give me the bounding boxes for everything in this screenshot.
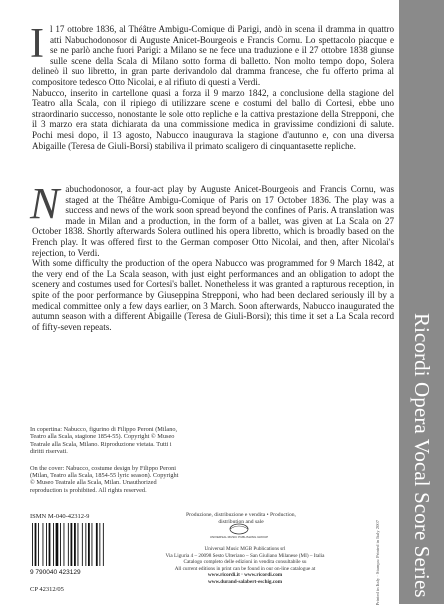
distributor-info: [145, 546, 345, 586]
english-paragraph-1: Nabuchodonosor, a four-act play by Auguste Anicet-Bourgeois and Francis Cornu, was staged at the Théâtre Ambigu-Comique of Paris on 17 October 1836. The play was a success and news of the work soon spread beyond the confines of Paris. A translation was made in Milan and a production, in the form of a ballet, was given at La Scala on 27 October 1838. Shortly afterwards Solera outlined his opera libretto, which is broadly based on the French play. It was offered first to the German composer Otto Nicolai, and then, after Nicolai's rejection, to Verdi.: [30, 179, 394, 258]
barcode-bar: [53, 523, 54, 566]
barcode-bar: [74, 523, 76, 566]
barcode-bar: [82, 523, 83, 566]
barcode-digits: 9 790040 423129: [30, 569, 81, 576]
barcode-bar: [88, 523, 90, 566]
distributor-line: Via Liguria 4 – 20098 Sesto Ulteriano – San Giuliano Milanese (MI) – Italia: [165, 552, 325, 559]
english-paragraph-2: With some difficulty the production of the opera Nabucco was programmed for 9 March 1842, at the very end of the La Scala season, with just eight performances and an obligation to adopt the scenery and costumes used for Cortesi's ballet. Nonetheless it was granted a rapturous reception, in spite of the poor performance by Giuseppina Strepponi, who had been declared seriously ill by a medical committee only a few days earlier, on 3 March. Soon afterwards, Nabucco inaugurated the autumn season with a different Abigaille (Teresa de Giuli-Borsi); this time it set a La Scala record of fifty-seven repeats.: [32, 258, 394, 332]
english-text: [30, 179, 394, 332]
italian-dropcap: I: [30, 21, 44, 67]
barcode-bar: [96, 523, 98, 566]
barcode-bar: [68, 523, 69, 566]
svg-text:UNIVERSAL MUSIC PUBLISHING GRO: UNIVERSAL MUSIC PUBLISHING GROUP: [209, 535, 269, 539]
barcode-bar: [46, 523, 47, 566]
distributor-line: Universal Music MGB Publications srl: [204, 546, 286, 552]
barcode: [30, 523, 110, 575]
english-dropcap: N: [30, 179, 60, 228]
italian-text: [30, 21, 394, 151]
series-title: Ricordi Opera Vocal Score Series: [410, 313, 434, 598]
production-line: Produzione, distribuzione e vendita • Production, distribution and sale: [186, 512, 296, 525]
barcode-bar: [71, 523, 73, 566]
italian-paragraph-2: Nabucco, inserito in cartellone quasi a forza il 9 marzo 1842, a conclusione della stagione del Teatro alla Scala, con il ripiego di utilizzare scene e costumi del ballo di Cortesi, ebbe uno straordinario successo, nonostante le sole otto repliche e la cattiva prestazione della Strepponi, che il 3 marzo era stata dichiarata da una commissione medica in gravissime condizioni di salute. Pochi mesi dopo, il 13 agosto, Nabucco inaugurava la stagione d'autunno e, con una diversa Abigaille (Teresa de Giuli-Borsi) stabiliva il primato scaligero di cinquantasette repliche.: [32, 87, 394, 151]
cover-credits: [30, 426, 180, 503]
italian-paragraph-1: Il 17 ottobre 1836, al Théâtre Ambigu-Comique di Parigi, andò in scena il dramma in quattro atti Nabuchodonosor di Auguste Anicet-Bourgeois e Francis Cornu. Lo spettacolo piacque e se ne parlò anche fuori Parigi: a Milano se ne fece una traduzione e il 27 ottobre 1838 giunse sulle scene della Scala di Milano sotto forma di balletto. Non molto tempo dopo, Solera delineò il suo libretto, in gran parte derivandolo dal dramma francese, che fu offerto prima al compositore tedesco Otto Nicolai, e al rifiuto di questi a Verdi.: [30, 21, 394, 87]
barcode-bar: [35, 523, 37, 566]
barcode-bar: [38, 523, 39, 566]
distributor-line: All current editions in print can be found in our on-line catalogue at: [174, 565, 316, 572]
barcode-bar: [49, 523, 51, 566]
catalog-code: CP 42312/05: [30, 586, 64, 593]
barcode-bar: [103, 523, 104, 566]
barcode-bar: [56, 523, 59, 566]
barcode-bar: [64, 523, 65, 566]
barcode-bar: [85, 523, 86, 566]
cover-credit-italian: In copertina: Nabucco, figurino di Filippo Peroni (Milano, Teatro alla Scala, stagione 1854-55). Copyright © Museo Teatrale alla Scala, Milano. Riproduzione vietata. Tutti i diritti riservati.: [30, 426, 178, 456]
distributor-line: Catalogo completo delle edizioni in vendita consultabile su: [183, 559, 307, 566]
barcode-bar: [43, 523, 44, 566]
barcode-bar: [92, 523, 93, 566]
ismn-code: ISMN M-040-42312-9: [30, 513, 90, 520]
distributor-line: www.durand-salabert-eschig.com: [207, 578, 283, 585]
barcode-bar: [32, 523, 33, 566]
printed-in-italy-note: Printed in Italy · Stampa: Printed in Italy 2007: [375, 520, 380, 605]
barcode-bar: [60, 523, 61, 566]
barcode-bar: [99, 523, 100, 566]
universal-logo-icon: [209, 523, 269, 541]
cover-credit-english: On the cover: Nabucco, costume design by Filippo Peroni (Milan, Teatro alla Scala, 1854-55 lyric season). Copyright © Museo Teatrale alla Scala, Milan. Unauthorized reproduction is prohibited. All rights reserved.: [30, 464, 179, 494]
distributor-line: www.ricordi.it · www.ricordi.com: [207, 572, 283, 579]
barcode-bar: [78, 523, 79, 566]
